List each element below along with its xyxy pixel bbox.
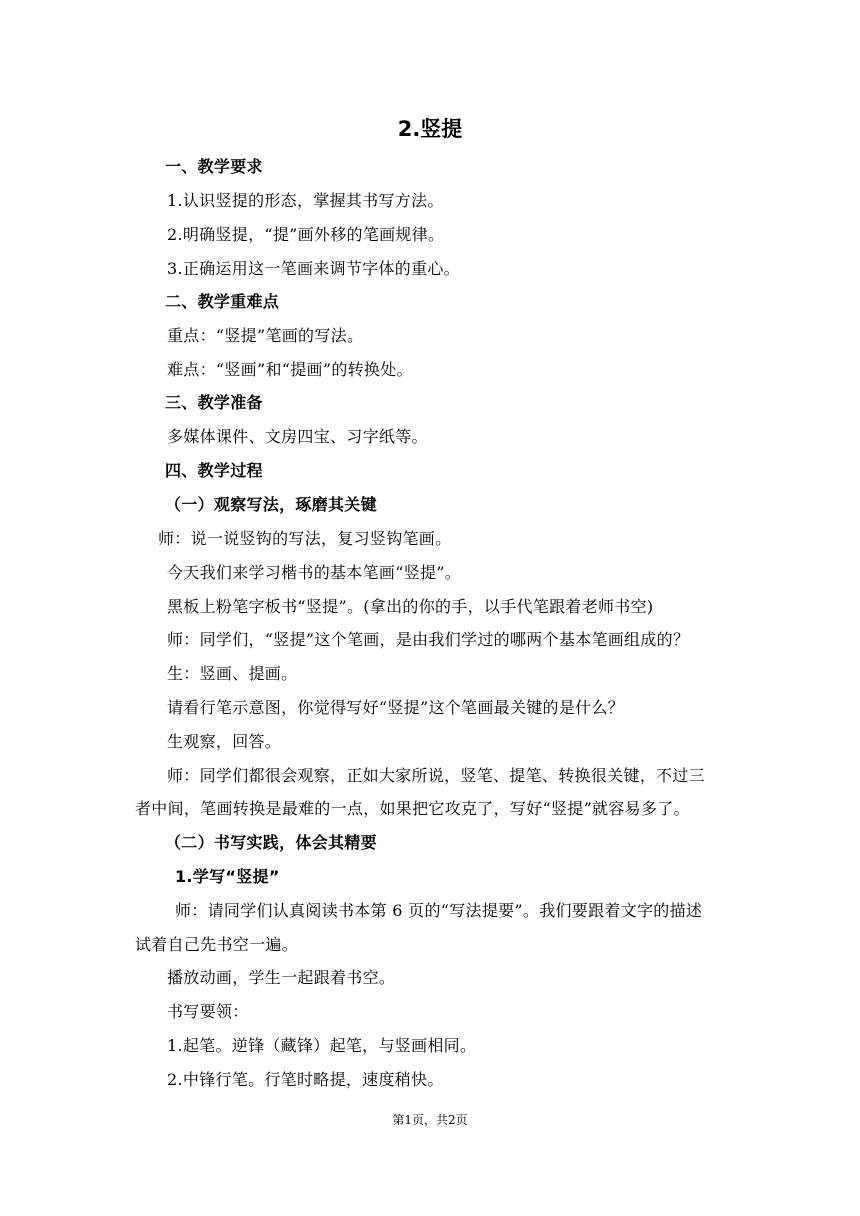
subsection-heading-practice: （二）书写实践，体会其精要 [165,833,377,852]
paragraph-12: 1.起笔。逆锋（藏锋）起笔，与竖画相同。 [167,1036,477,1055]
preparation-text: 多媒体课件、文房四宝、习字纸等。 [167,427,428,446]
paragraph-13: 2.中锋行笔。行笔时略提，速度稍快。 [167,1070,444,1089]
document-title: 2.竖提 [397,117,463,141]
paragraph-10: 播放动画，学生一起跟着书空。 [167,968,396,987]
paragraph-7: 生观察，回答。 [167,732,282,751]
subsection-heading-observe: （一）观察写法，琢磨其关键 [165,495,377,514]
section-heading-preparation: 三、教学准备 [165,393,263,412]
paragraph-9-line-2: 试着自己先书空一遍。 [135,935,299,954]
section-heading-process: 四、教学过程 [165,461,263,480]
requirement-item-1: 1.认识竖提的形态，掌握其书写方法。 [167,191,444,210]
requirement-item-3: 3.正确运用这一笔画来调节字体的重心。 [167,259,460,278]
requirement-item-2: 2.明确竖提，“提”画外移的笔画规律。 [167,225,445,244]
paragraph-2: 今天我们来学习楷书的基本笔画“竖提”。 [167,563,462,582]
paragraph-8-line-1: 师：同学们都很会观察，正如大家所说，竖笔、提笔、转换很关键，不过三 [167,766,705,785]
paragraph-8-line-2: 者中间，笔画转换是最难的一点，如果把它攻克了，写好“竖提”就容易多了。 [135,799,690,818]
paragraph-6: 请看行笔示意图，你觉得写好“竖提”这个笔画最关键的是什么？ [167,698,625,717]
page-footer: 第1页，共2页 [392,1113,468,1127]
section-heading-requirements: 一、教学要求 [165,157,263,176]
paragraph-1: 师：说一说竖钩的写法，复习竖钩笔画。 [158,529,452,548]
paragraph-5: 生：竖画、提画。 [167,664,298,683]
paragraph-3: 黑板上粉笔字板书“竖提”。(拿出的你的手，以手代笔跟着老师书空) [167,597,654,616]
section-heading-key-points: 二、教学重难点 [165,292,280,311]
paragraph-4: 师：同学们，“竖提”这个笔画，是由我们学过的哪两个基本笔画组成的？ [167,630,690,649]
difficulty-text: 难点：“竖画”和“提画”的转换处。 [167,360,413,379]
paragraph-9-line-1: 师：请同学们认真阅读书本第 6 页的“写法提要”。我们要跟着文字的描述 [175,901,703,920]
practice-item-1-heading: 1.学写“竖提” [175,867,280,886]
paragraph-11: 书写要领： [167,1002,249,1021]
key-point-text: 重点：“竖提”笔画的写法。 [167,326,364,345]
